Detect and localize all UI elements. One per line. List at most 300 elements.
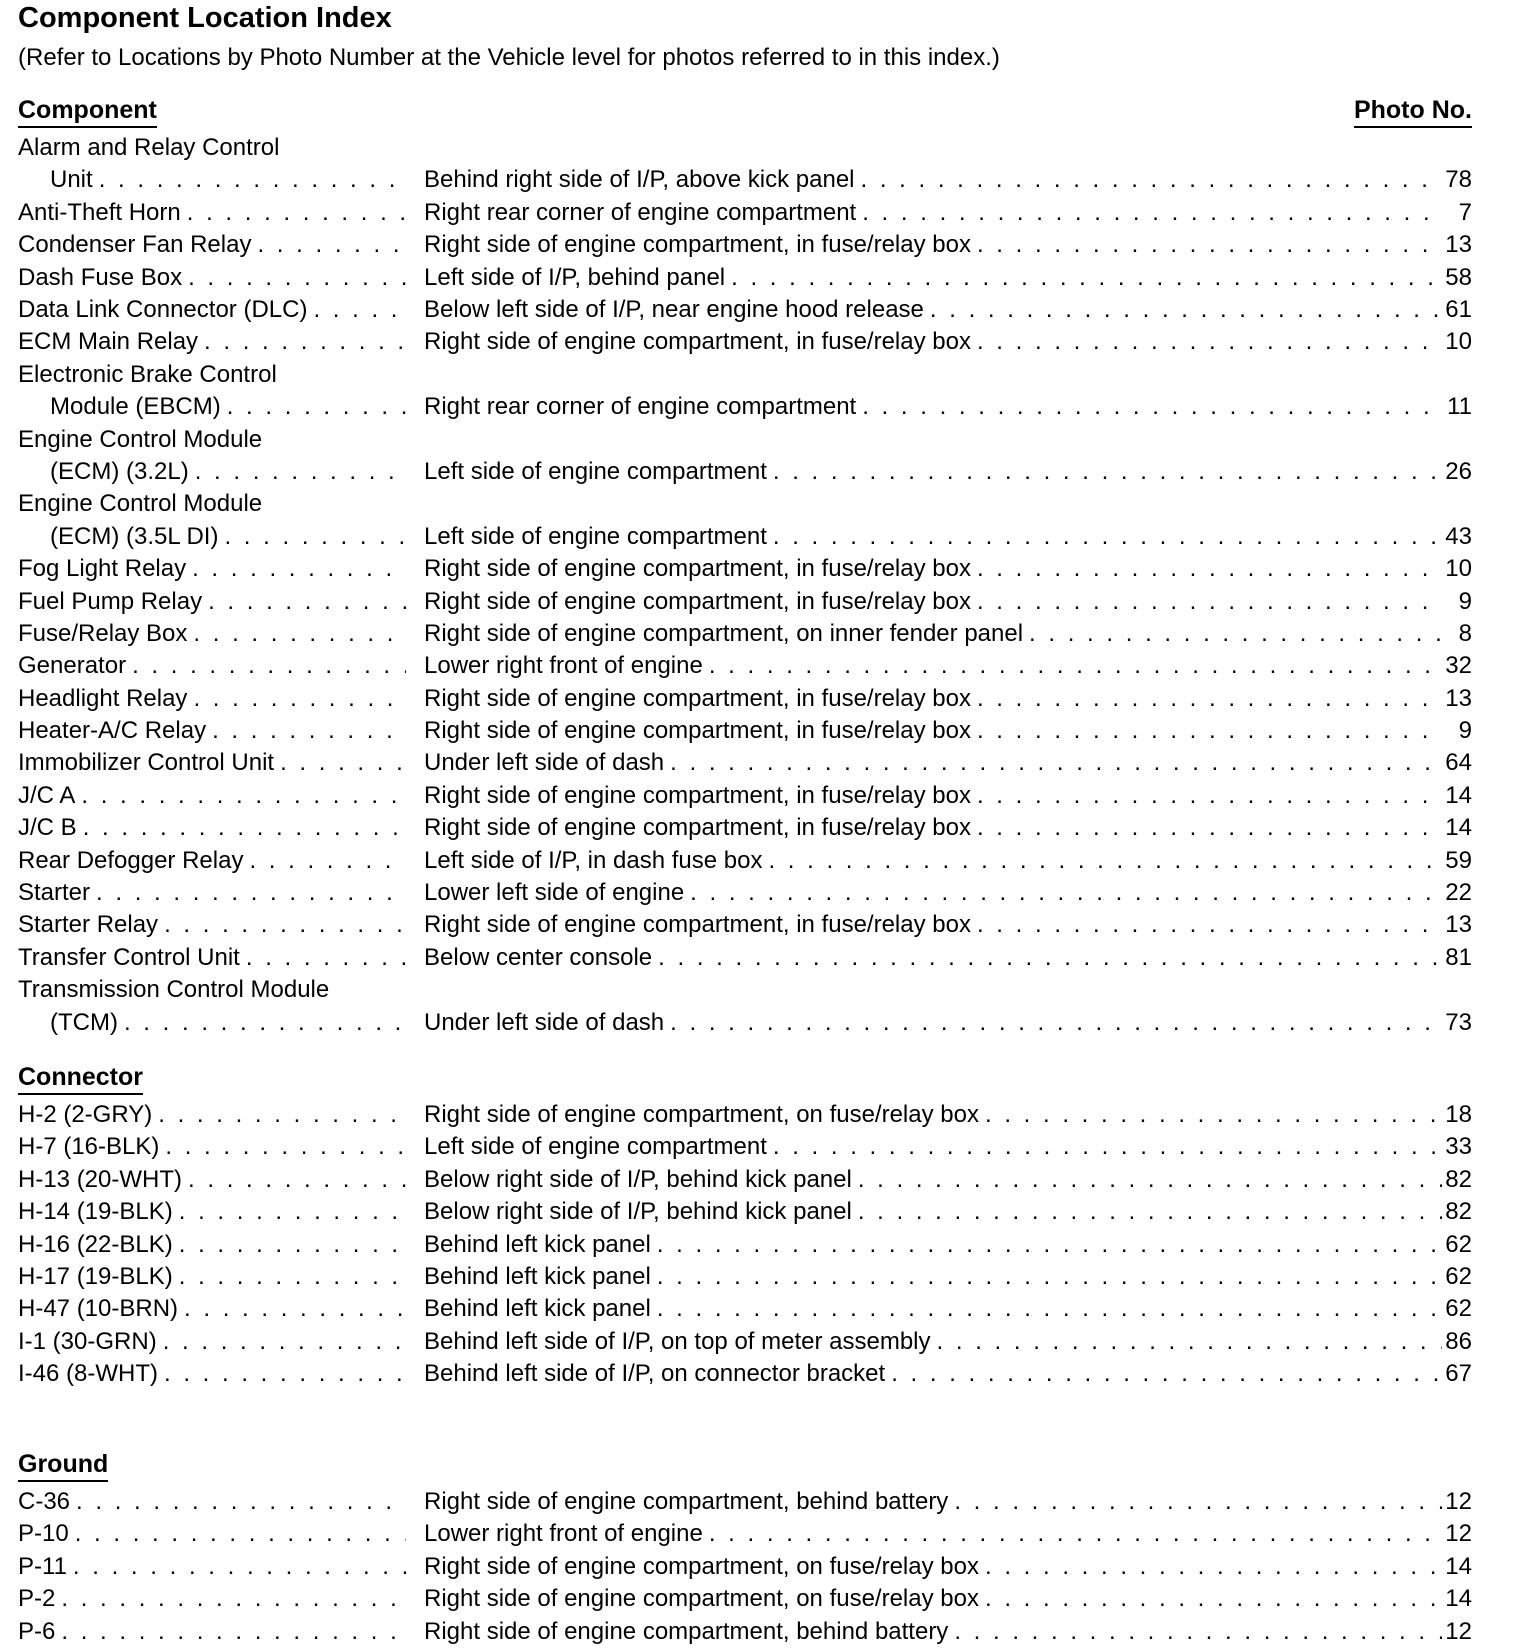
dot-leader bbox=[118, 1007, 406, 1039]
photo-number: 86 bbox=[1445, 1327, 1472, 1355]
component-cell bbox=[18, 812, 406, 844]
location-text: Under left side of dash bbox=[424, 749, 665, 777]
component-cell bbox=[18, 1326, 406, 1358]
dot-leader bbox=[971, 586, 1442, 618]
connector-rows bbox=[18, 1099, 1472, 1391]
component-cell bbox=[18, 262, 406, 294]
dot-leader bbox=[971, 326, 1442, 358]
photo-number: 26 bbox=[1445, 457, 1472, 485]
location-cell bbox=[424, 164, 1472, 196]
location-cell bbox=[424, 1261, 1472, 1293]
component-cell bbox=[18, 1196, 406, 1228]
location-text: Left side of I/P, in dash fuse box bbox=[424, 846, 763, 874]
location-text: Lower right front of engine bbox=[424, 652, 703, 680]
location-text: Right side of engine compartment, in fuse/relay box bbox=[424, 231, 971, 259]
component-cell bbox=[18, 780, 406, 812]
component-cell bbox=[18, 1229, 406, 1261]
location-cell bbox=[424, 326, 1472, 358]
table-row bbox=[18, 683, 1472, 715]
dot-leader bbox=[218, 521, 406, 553]
component-cell bbox=[18, 909, 406, 941]
location-text: Right side of engine compartment, behind battery bbox=[424, 1617, 949, 1645]
table-row bbox=[18, 1131, 1472, 1163]
dot-leader bbox=[703, 650, 1442, 682]
table-row bbox=[18, 715, 1472, 747]
component-cell bbox=[18, 1007, 406, 1039]
location-text: Behind left kick panel bbox=[424, 1230, 651, 1258]
component-cell bbox=[18, 942, 406, 974]
location-cell bbox=[424, 586, 1472, 618]
dot-leader bbox=[198, 326, 406, 358]
component-name: H-17 (19-BLK) bbox=[18, 1262, 173, 1290]
dot-leader bbox=[182, 262, 406, 294]
dot-leader bbox=[173, 1261, 406, 1293]
location-text: Right side of engine compartment, in fuse/relay box bbox=[424, 587, 971, 615]
photo-number: 32 bbox=[1445, 652, 1472, 680]
component-name: (ECM) (3.5L DI) bbox=[50, 522, 219, 550]
dot-leader bbox=[158, 1358, 406, 1390]
location-text: Right side of engine compartment, in fuse/relay box bbox=[424, 684, 971, 712]
location-text: Right side of engine compartment, behind battery bbox=[424, 1488, 949, 1515]
component-name: Fog Light Relay bbox=[18, 555, 187, 583]
table-row bbox=[18, 974, 1472, 1039]
photo-number: 73 bbox=[1445, 1008, 1472, 1036]
table-row bbox=[18, 553, 1472, 585]
photo-number-header: Photo No. bbox=[1354, 94, 1472, 128]
dot-leader bbox=[852, 1196, 1442, 1228]
component-cell bbox=[18, 326, 406, 358]
component-rows bbox=[18, 132, 1472, 1039]
component-name: P-2 bbox=[18, 1585, 56, 1613]
dot-leader bbox=[979, 1099, 1442, 1131]
location-text: Below right side of I/P, behind kick panel bbox=[424, 1198, 852, 1226]
table-row bbox=[18, 424, 1472, 489]
component-name: H-16 (22-BLK) bbox=[18, 1230, 173, 1258]
photo-number: 10 bbox=[1445, 555, 1472, 583]
dot-leader bbox=[852, 1164, 1442, 1196]
location-text: Left side of engine compartment bbox=[424, 522, 767, 550]
component-cell bbox=[18, 1261, 406, 1293]
location-text: Right side of engine compartment, on fuse/relay box bbox=[424, 1585, 979, 1613]
table-row bbox=[18, 1261, 1472, 1293]
dot-leader bbox=[664, 1007, 1442, 1039]
dot-leader bbox=[684, 877, 1442, 909]
dot-leader bbox=[240, 942, 406, 974]
location-cell bbox=[424, 1616, 1472, 1648]
table-row bbox=[18, 942, 1472, 974]
component-cell bbox=[18, 294, 406, 326]
location-text: Right rear corner of engine compartment bbox=[424, 198, 857, 226]
dot-leader bbox=[189, 456, 406, 488]
component-cell bbox=[18, 1583, 406, 1615]
dot-leader bbox=[971, 780, 1442, 812]
table-row bbox=[18, 1486, 1472, 1518]
component-name: Generator bbox=[18, 652, 127, 680]
location-text: Right side of engine compartment, on fuse/relay box bbox=[424, 1552, 979, 1580]
location-cell bbox=[424, 1518, 1472, 1550]
component-name: Module (EBCM) bbox=[50, 393, 221, 421]
connector-section bbox=[18, 1061, 1472, 1391]
component-cell bbox=[18, 1518, 406, 1550]
component-cell bbox=[18, 197, 406, 229]
location-cell bbox=[424, 909, 1472, 941]
component-name: ECM Main Relay bbox=[18, 328, 199, 356]
component-name-line1: Electronic Brake Control bbox=[18, 360, 277, 388]
ground-rows bbox=[18, 1486, 1472, 1648]
photo-number: 81 bbox=[1445, 943, 1472, 971]
location-text: Behind left kick panel bbox=[424, 1295, 651, 1323]
location-text: Lower left side of engine bbox=[424, 879, 685, 907]
location-text: Right rear corner of engine compartment bbox=[424, 393, 857, 421]
component-name: H-13 (20-WHT) bbox=[18, 1165, 183, 1193]
location-cell bbox=[424, 1007, 1472, 1039]
component-name: Condenser Fan Relay bbox=[18, 231, 252, 259]
location-cell bbox=[424, 747, 1472, 779]
photo-number: 10 bbox=[1445, 328, 1472, 356]
location-cell bbox=[424, 683, 1472, 715]
dot-leader bbox=[202, 586, 406, 618]
dot-leader bbox=[90, 877, 406, 909]
dot-leader bbox=[767, 456, 1442, 488]
table-row bbox=[18, 488, 1472, 553]
location-cell bbox=[424, 942, 1472, 974]
table-row bbox=[18, 1099, 1472, 1131]
ground-section bbox=[18, 1448, 1472, 1648]
location-cell bbox=[424, 197, 1472, 229]
photo-number: 13 bbox=[1445, 684, 1472, 712]
location-text: Right side of engine compartment, in fuse/relay box bbox=[424, 781, 971, 809]
photo-number: 33 bbox=[1445, 1133, 1472, 1161]
component-cell bbox=[18, 1486, 406, 1518]
dot-leader bbox=[55, 1583, 406, 1615]
component-name: (ECM) (3.2L) bbox=[50, 457, 189, 485]
component-cell bbox=[18, 1293, 406, 1325]
component-name: Unit bbox=[50, 166, 93, 194]
component-cell bbox=[18, 618, 406, 650]
dot-leader bbox=[152, 1099, 406, 1131]
dot-leader bbox=[181, 197, 406, 229]
photo-number: 58 bbox=[1445, 263, 1472, 291]
component-name: P-6 bbox=[18, 1617, 56, 1645]
component-cell bbox=[18, 1099, 406, 1131]
table-row bbox=[18, 877, 1472, 909]
photo-number: 43 bbox=[1445, 522, 1472, 550]
table-row bbox=[18, 780, 1472, 812]
table-row bbox=[18, 618, 1472, 650]
photo-number: 18 bbox=[1445, 1101, 1472, 1128]
dot-leader bbox=[856, 197, 1442, 229]
table-row bbox=[18, 1583, 1472, 1615]
dot-leader bbox=[651, 1229, 1442, 1261]
component-name: (TCM) bbox=[50, 1008, 118, 1036]
location-cell bbox=[424, 294, 1472, 326]
component-cell bbox=[18, 391, 406, 423]
photo-number: 13 bbox=[1445, 231, 1472, 259]
photo-number: 8 bbox=[1458, 619, 1472, 647]
component-cell bbox=[18, 164, 406, 196]
table-row bbox=[18, 1293, 1472, 1325]
photo-number: 13 bbox=[1445, 911, 1472, 939]
component-name: H-47 (10-BRN) bbox=[18, 1295, 179, 1323]
component-name-line1: Engine Control Module bbox=[18, 490, 263, 518]
table-row bbox=[18, 294, 1472, 326]
dot-leader bbox=[931, 1326, 1442, 1358]
component-name-line1: Transmission Control Module bbox=[18, 976, 330, 1004]
location-cell bbox=[424, 845, 1472, 877]
table-row bbox=[18, 812, 1472, 844]
location-text: Right side of engine compartment, in fuse/relay box bbox=[424, 328, 971, 356]
component-name: Rear Defogger Relay bbox=[18, 846, 244, 874]
location-cell bbox=[424, 1164, 1472, 1196]
dot-leader bbox=[725, 262, 1442, 294]
table-row bbox=[18, 1229, 1472, 1261]
component-name: I-46 (8-WHT) bbox=[18, 1360, 158, 1388]
section-title: Component bbox=[18, 94, 157, 128]
photo-number: 12 bbox=[1445, 1520, 1472, 1548]
component-cell bbox=[18, 877, 406, 909]
dot-leader bbox=[182, 1164, 406, 1196]
component-name: Transfer Control Unit bbox=[18, 943, 240, 971]
photo-number: 64 bbox=[1445, 749, 1472, 777]
component-name: Dash Fuse Box bbox=[18, 263, 183, 291]
photo-number: 22 bbox=[1445, 879, 1472, 907]
photo-number: 67 bbox=[1445, 1360, 1472, 1388]
table-row bbox=[18, 650, 1472, 682]
location-text: Behind right side of I/P, above kick panel bbox=[424, 166, 855, 194]
component-name: Fuse/Relay Box bbox=[18, 619, 188, 647]
table-row bbox=[18, 1616, 1472, 1648]
dot-leader bbox=[126, 650, 406, 682]
dot-leader bbox=[307, 294, 406, 326]
dot-leader bbox=[159, 1131, 406, 1163]
dot-leader bbox=[186, 553, 406, 585]
component-cell bbox=[18, 1551, 406, 1583]
component-cell bbox=[18, 845, 406, 877]
table-row bbox=[18, 1518, 1472, 1550]
dot-leader bbox=[856, 391, 1442, 423]
component-cell bbox=[18, 586, 406, 618]
component-cell bbox=[18, 229, 406, 261]
table-row bbox=[18, 262, 1472, 294]
dot-leader bbox=[187, 683, 406, 715]
photo-number: 12 bbox=[1445, 1488, 1472, 1515]
location-cell bbox=[424, 1196, 1472, 1228]
location-cell bbox=[424, 1486, 1472, 1518]
location-text: Behind left side of I/P, on connector bracket bbox=[424, 1360, 886, 1388]
photo-number: 11 bbox=[1447, 393, 1472, 421]
dot-leader bbox=[652, 942, 1442, 974]
photo-number: 14 bbox=[1445, 781, 1472, 809]
dot-leader bbox=[971, 229, 1442, 261]
dot-leader bbox=[243, 845, 406, 877]
location-cell bbox=[424, 1358, 1472, 1390]
table-row bbox=[18, 132, 1472, 197]
dot-leader bbox=[69, 1518, 406, 1550]
location-cell bbox=[424, 262, 1472, 294]
page-title: Component Location Index bbox=[18, 2, 392, 34]
dot-leader bbox=[77, 812, 406, 844]
dot-leader bbox=[924, 294, 1442, 326]
table-row bbox=[18, 326, 1472, 358]
location-cell bbox=[424, 1229, 1472, 1261]
component-name: I-1 (30-GRN) bbox=[18, 1327, 157, 1355]
dot-leader bbox=[971, 909, 1442, 941]
table-row bbox=[18, 1358, 1472, 1390]
photo-number: 12 bbox=[1445, 1617, 1472, 1645]
dot-leader bbox=[971, 715, 1442, 747]
photo-number: 9 bbox=[1458, 717, 1472, 745]
dot-leader bbox=[767, 521, 1442, 553]
dot-leader bbox=[221, 391, 406, 423]
location-cell bbox=[424, 780, 1472, 812]
location-cell bbox=[424, 456, 1472, 488]
component-name: P-11 bbox=[18, 1552, 67, 1580]
location-text: Right side of engine compartment, in fuse/relay box bbox=[424, 911, 971, 939]
component-name: Starter bbox=[18, 879, 91, 907]
dot-leader bbox=[157, 1326, 406, 1358]
location-text: Below left side of I/P, near engine hood release bbox=[424, 295, 924, 323]
dot-leader bbox=[762, 845, 1442, 877]
dot-leader bbox=[274, 747, 406, 779]
location-text: Below right side of I/P, behind kick panel bbox=[424, 1165, 852, 1193]
dot-leader bbox=[885, 1358, 1442, 1390]
dot-leader bbox=[703, 1518, 1442, 1550]
component-section bbox=[18, 94, 1472, 1039]
component-cell bbox=[18, 521, 406, 553]
dot-leader bbox=[971, 683, 1442, 715]
dot-leader bbox=[979, 1583, 1442, 1615]
dot-leader bbox=[979, 1551, 1442, 1583]
component-cell bbox=[18, 1164, 406, 1196]
page-subtitle: (Refer to Locations by Photo Number at the Vehicle level for photos referred to in this index.) bbox=[18, 44, 1000, 71]
photo-number: 7 bbox=[1458, 198, 1472, 226]
photo-number: 9 bbox=[1458, 587, 1472, 615]
component-cell bbox=[18, 715, 406, 747]
dot-leader bbox=[251, 229, 406, 261]
location-text: Left side of engine compartment bbox=[424, 457, 767, 485]
dot-leader bbox=[971, 812, 1442, 844]
location-text: Right side of engine compartment, on fuse/relay box bbox=[424, 1101, 979, 1128]
component-cell bbox=[18, 650, 406, 682]
dot-leader bbox=[178, 1293, 406, 1325]
dot-leader bbox=[206, 715, 406, 747]
location-cell bbox=[424, 553, 1472, 585]
table-row bbox=[18, 1164, 1472, 1196]
dot-leader bbox=[1023, 618, 1442, 650]
photo-number: 14 bbox=[1445, 1585, 1472, 1613]
component-name: Heater-A/C Relay bbox=[18, 717, 207, 745]
location-cell bbox=[424, 1099, 1472, 1131]
location-text: Left side of engine compartment bbox=[424, 1133, 767, 1161]
table-row bbox=[18, 197, 1472, 229]
location-cell bbox=[424, 812, 1472, 844]
component-name: Fuel Pump Relay bbox=[18, 587, 203, 615]
location-cell bbox=[424, 1293, 1472, 1325]
component-name: Anti-Theft Horn bbox=[18, 198, 181, 226]
photo-number: 78 bbox=[1445, 166, 1472, 194]
component-name: Data Link Connector (DLC) bbox=[18, 295, 308, 323]
location-text: Under left side of dash bbox=[424, 1008, 665, 1036]
location-cell bbox=[424, 1131, 1472, 1163]
location-cell bbox=[424, 877, 1472, 909]
component-name: H-14 (19-BLK) bbox=[18, 1198, 173, 1226]
photo-number: 82 bbox=[1445, 1198, 1472, 1226]
photo-number: 62 bbox=[1445, 1230, 1472, 1258]
location-text: Left side of I/P, behind panel bbox=[424, 263, 726, 291]
photo-number: 61 bbox=[1445, 295, 1472, 323]
location-cell bbox=[424, 229, 1472, 261]
photo-number: 14 bbox=[1445, 1552, 1472, 1580]
photo-number: 59 bbox=[1445, 846, 1472, 874]
table-row bbox=[18, 359, 1472, 424]
component-cell bbox=[18, 747, 406, 779]
dot-leader bbox=[187, 618, 406, 650]
component-name: H-2 (2-GRY) bbox=[18, 1101, 153, 1128]
dot-leader bbox=[855, 164, 1443, 196]
location-cell bbox=[424, 521, 1472, 553]
dot-leader bbox=[173, 1196, 406, 1228]
photo-number: 14 bbox=[1445, 814, 1472, 842]
dot-leader bbox=[75, 780, 406, 812]
component-name: Starter Relay bbox=[18, 911, 159, 939]
component-name: H-7 (16-BLK) bbox=[18, 1133, 160, 1161]
location-cell bbox=[424, 391, 1472, 423]
component-cell bbox=[18, 553, 406, 585]
dot-leader bbox=[158, 909, 406, 941]
location-cell bbox=[424, 650, 1472, 682]
dot-leader bbox=[651, 1261, 1442, 1293]
photo-number: 82 bbox=[1445, 1165, 1472, 1193]
component-name: C-36 bbox=[18, 1488, 71, 1515]
dot-leader bbox=[664, 747, 1442, 779]
dot-leader bbox=[651, 1293, 1442, 1325]
location-text: Right side of engine compartment, in fuse/relay box bbox=[424, 717, 971, 745]
component-cell bbox=[18, 1131, 406, 1163]
location-cell bbox=[424, 618, 1472, 650]
section-title: Connector bbox=[18, 1061, 143, 1095]
location-cell bbox=[424, 1551, 1472, 1583]
location-text: Right side of engine compartment, on inner fender panel bbox=[424, 619, 1024, 647]
dot-leader bbox=[948, 1486, 1442, 1518]
component-cell bbox=[18, 683, 406, 715]
table-row bbox=[18, 747, 1472, 779]
location-text: Behind left side of I/P, on top of meter assembly bbox=[424, 1327, 931, 1355]
dot-leader bbox=[767, 1131, 1442, 1163]
dot-leader bbox=[971, 553, 1442, 585]
table-row bbox=[18, 1551, 1472, 1583]
component-cell bbox=[18, 1616, 406, 1648]
location-cell bbox=[424, 1583, 1472, 1615]
dot-leader bbox=[70, 1486, 406, 1518]
component-name-line1: Alarm and Relay Control bbox=[18, 134, 280, 161]
location-cell bbox=[424, 1326, 1472, 1358]
dot-leader bbox=[948, 1616, 1442, 1648]
dot-leader bbox=[67, 1551, 406, 1583]
table-row bbox=[18, 586, 1472, 618]
component-name: Immobilizer Control Unit bbox=[18, 749, 275, 777]
dot-leader bbox=[55, 1616, 406, 1648]
photo-number: 62 bbox=[1445, 1262, 1472, 1290]
table-row bbox=[18, 1326, 1472, 1358]
table-row bbox=[18, 845, 1472, 877]
component-name: P-10 bbox=[18, 1520, 69, 1548]
location-text: Below center console bbox=[424, 943, 653, 971]
component-name-line1: Engine Control Module bbox=[18, 425, 263, 453]
location-text: Right side of engine compartment, in fuse/relay box bbox=[424, 814, 971, 842]
dot-leader bbox=[173, 1229, 406, 1261]
table-row bbox=[18, 1196, 1472, 1228]
location-text: Behind left kick panel bbox=[424, 1262, 651, 1290]
